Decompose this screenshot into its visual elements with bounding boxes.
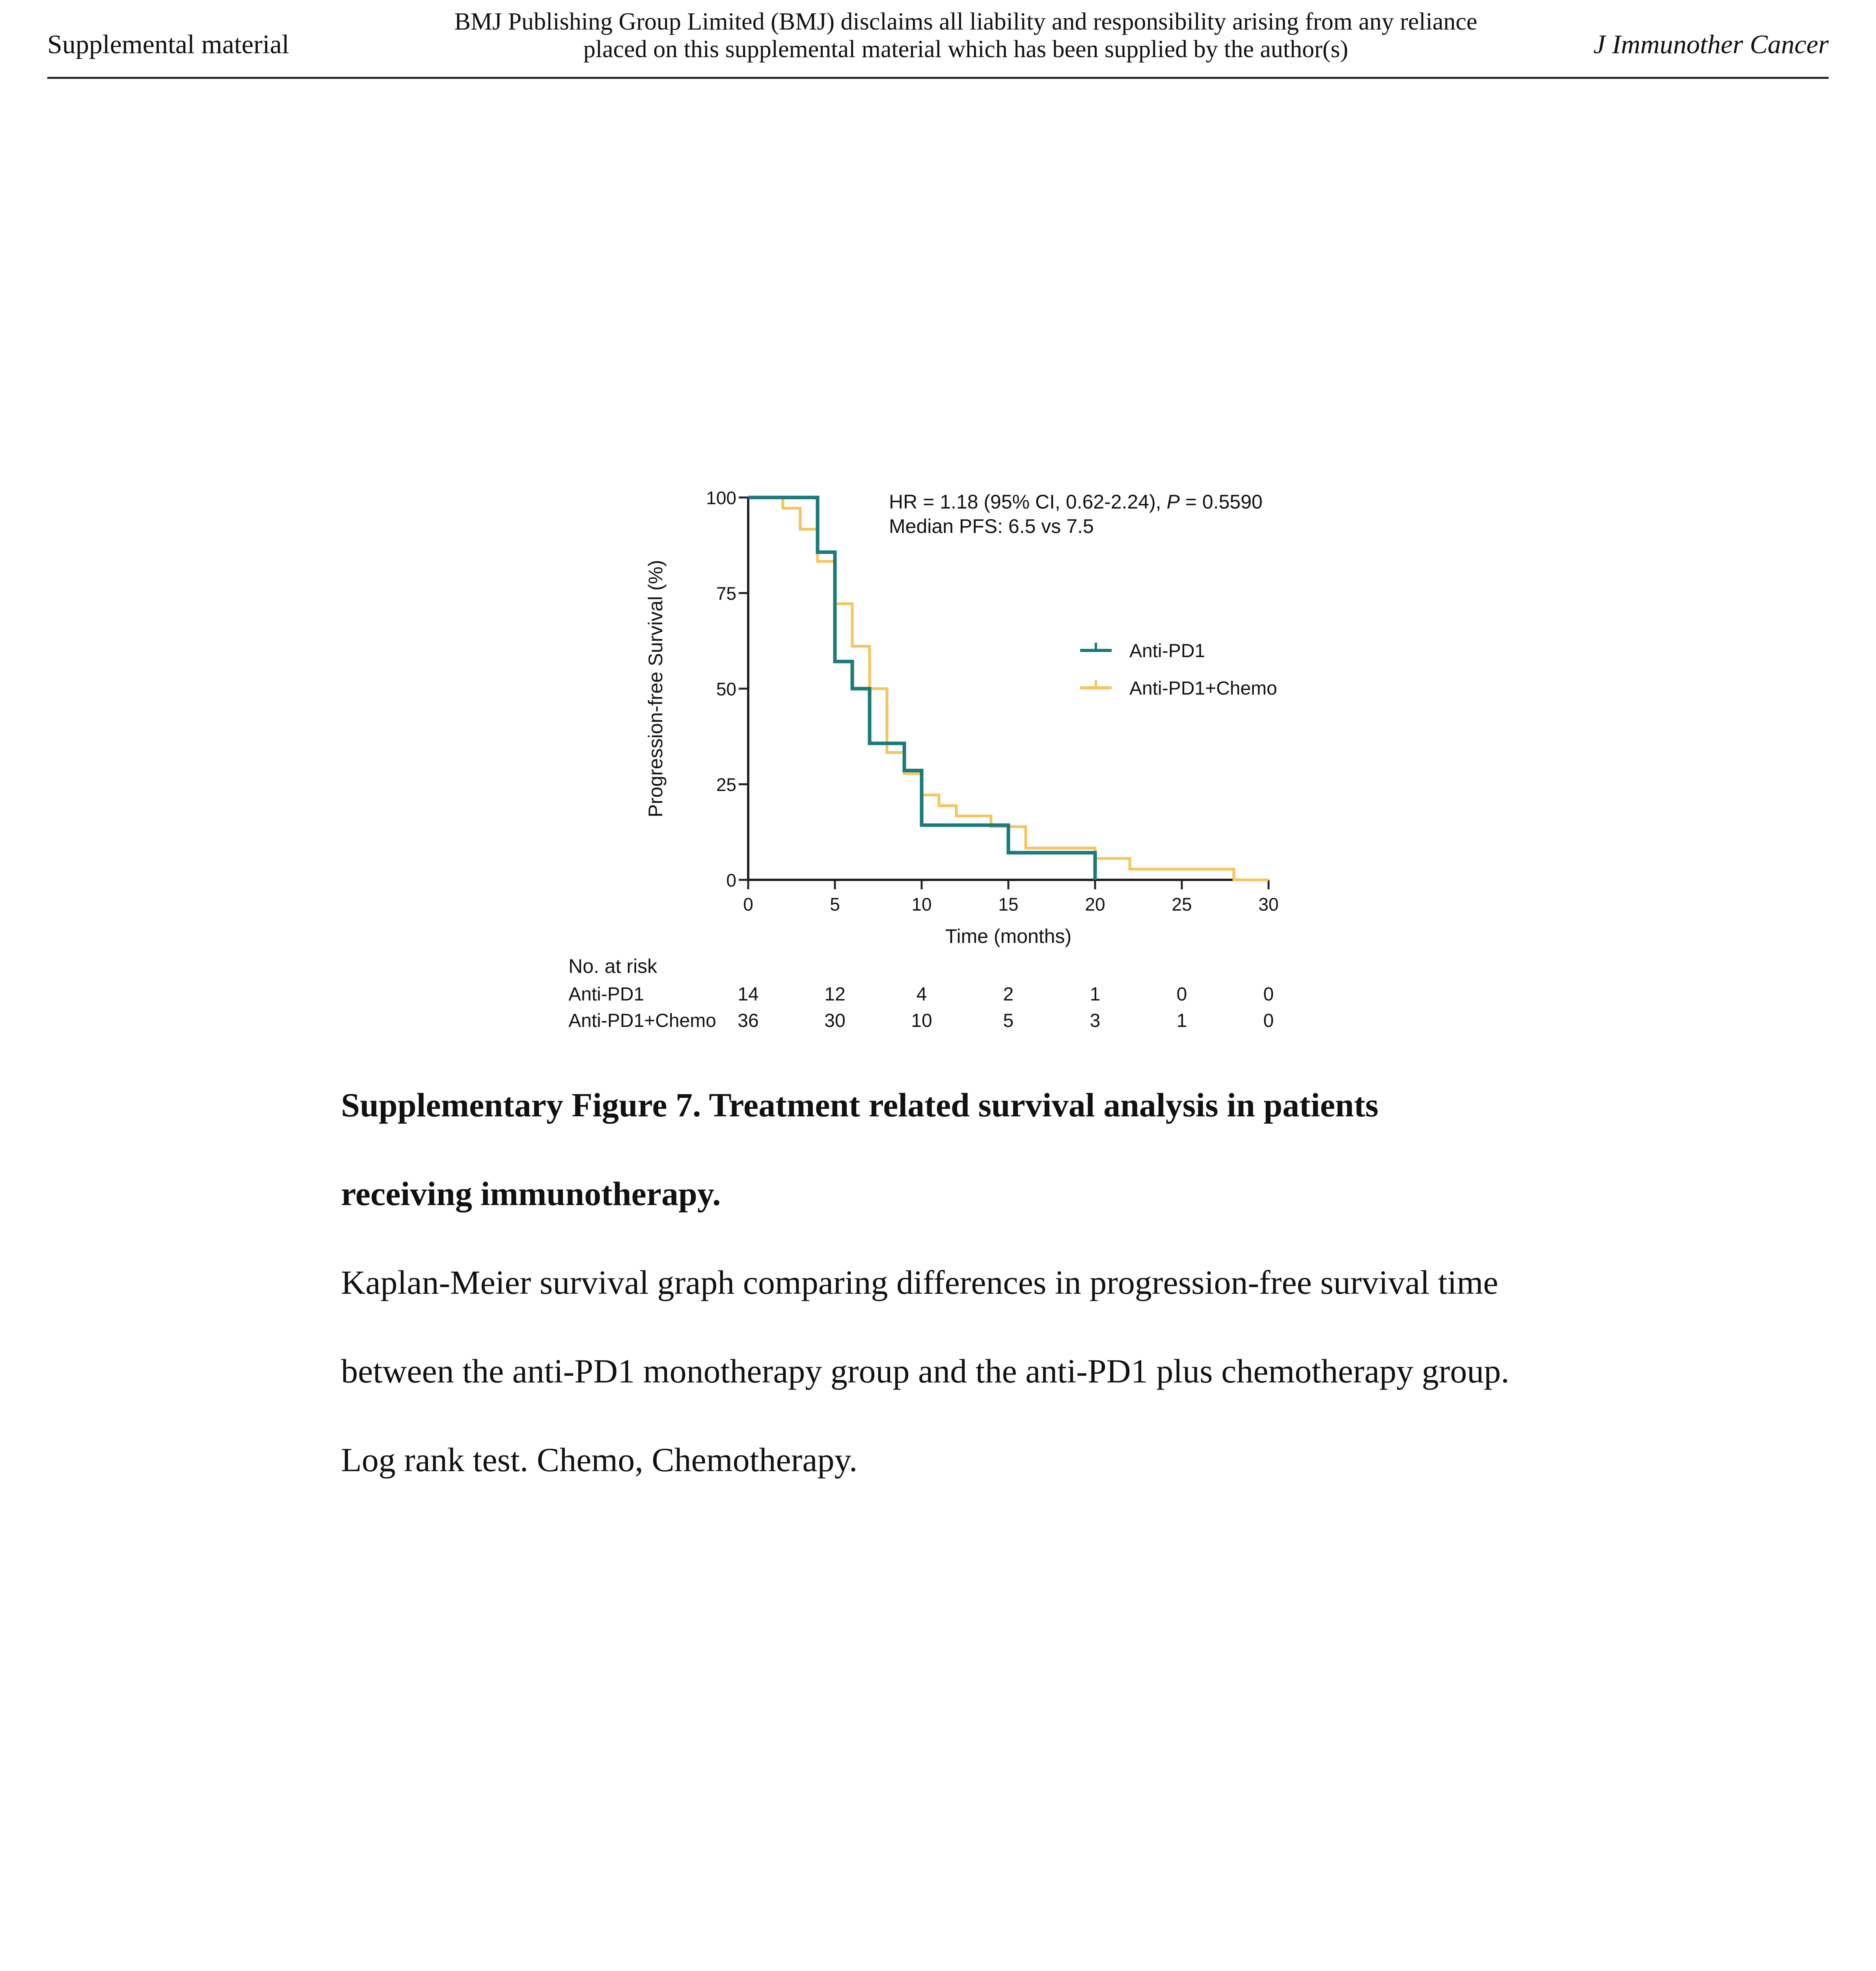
x-tick-label: 15	[998, 894, 1019, 915]
x-axis-label: Time (months)	[945, 925, 1072, 947]
chart-legend	[1080, 641, 1277, 699]
risk-cell: 36	[738, 1010, 759, 1031]
risk-cell: 0	[1176, 984, 1187, 1005]
x-tick-label: 0	[743, 894, 753, 915]
risk-cell: 30	[824, 1010, 846, 1031]
caption-title-line-2: receiving immunotherapy.	[341, 1175, 721, 1213]
y-ticks	[706, 488, 748, 890]
disclaimer-line-2: placed on this supplemental material which has been supplied by the author(s)	[583, 36, 1349, 63]
risk-cell: 2	[1003, 984, 1014, 1005]
x-tick-label: 30	[1258, 894, 1279, 915]
hr-text: HR = 1.18 (95% CI, 0.62-2.24),	[889, 491, 1167, 513]
median-pfs-annotation: Median PFS: 6.5 vs 7.5	[889, 515, 1094, 537]
risk-row-label: Anti-PD1+Chemo	[568, 1010, 716, 1031]
journal-title: J Immunother Cancer	[1593, 29, 1829, 59]
y-tick-label: 75	[716, 583, 736, 604]
chart-axes	[706, 488, 1278, 915]
risk-cell: 3	[1090, 1010, 1101, 1031]
y-tick-label: 100	[706, 488, 736, 508]
risk-row-label: Anti-PD1	[568, 984, 645, 1005]
risk-cell: 1	[1090, 984, 1101, 1005]
risk-cell: 4	[916, 984, 927, 1005]
y-tick-label: 25	[716, 774, 736, 795]
header-left-label: Supplemental material	[47, 29, 289, 59]
y-tick-label: 50	[716, 679, 736, 699]
caption-body-line-3: Log rank test. Chemo, Chemotherapy.	[341, 1441, 858, 1479]
risk-cell: 0	[1263, 984, 1274, 1005]
y-tick-label: 0	[726, 870, 736, 890]
survival-curve-anti-pd1	[748, 497, 1095, 880]
risk-cell: 5	[1003, 1010, 1014, 1031]
legend-label-anti-pd1-chemo: Anti-PD1+Chemo	[1129, 678, 1277, 699]
caption-title-line-1: Supplementary Figure 7. Treatment related survival analysis in patients	[341, 1086, 1379, 1124]
risk-cell: 1	[1176, 1010, 1187, 1031]
risk-cell: 0	[1263, 1010, 1274, 1031]
x-tick-label: 5	[830, 894, 840, 915]
x-tick-label: 25	[1172, 894, 1192, 915]
p-value: = 0.5590	[1179, 491, 1263, 513]
x-tick-label: 10	[911, 894, 932, 915]
risk-table-title: No. at risk	[568, 955, 658, 977]
risk-cell: 10	[911, 1010, 932, 1031]
risk-table	[568, 955, 1274, 1031]
x-tick-label: 20	[1085, 894, 1105, 915]
caption-body-line-2: between the anti-PD1 monotherapy group and the anti-PD1 plus chemotherapy group.	[341, 1352, 1509, 1390]
disclaimer-line-1: BMJ Publishing Group Limited (BMJ) disclaims all liability and responsibility arising from any reliance	[454, 8, 1477, 35]
y-axis-label: Progression-free Survival (%)	[645, 560, 667, 818]
hazard-ratio-annotation	[889, 491, 1263, 513]
risk-cell: 14	[738, 984, 759, 1005]
risk-cell: 12	[824, 984, 846, 1005]
x-ticks	[743, 880, 1278, 915]
legend-label-anti-pd1: Anti-PD1	[1129, 641, 1205, 661]
p-label: P	[1166, 491, 1180, 513]
caption-body-line-1: Kaplan-Meier survival graph comparing differences in progression-free survival time	[341, 1263, 1498, 1301]
